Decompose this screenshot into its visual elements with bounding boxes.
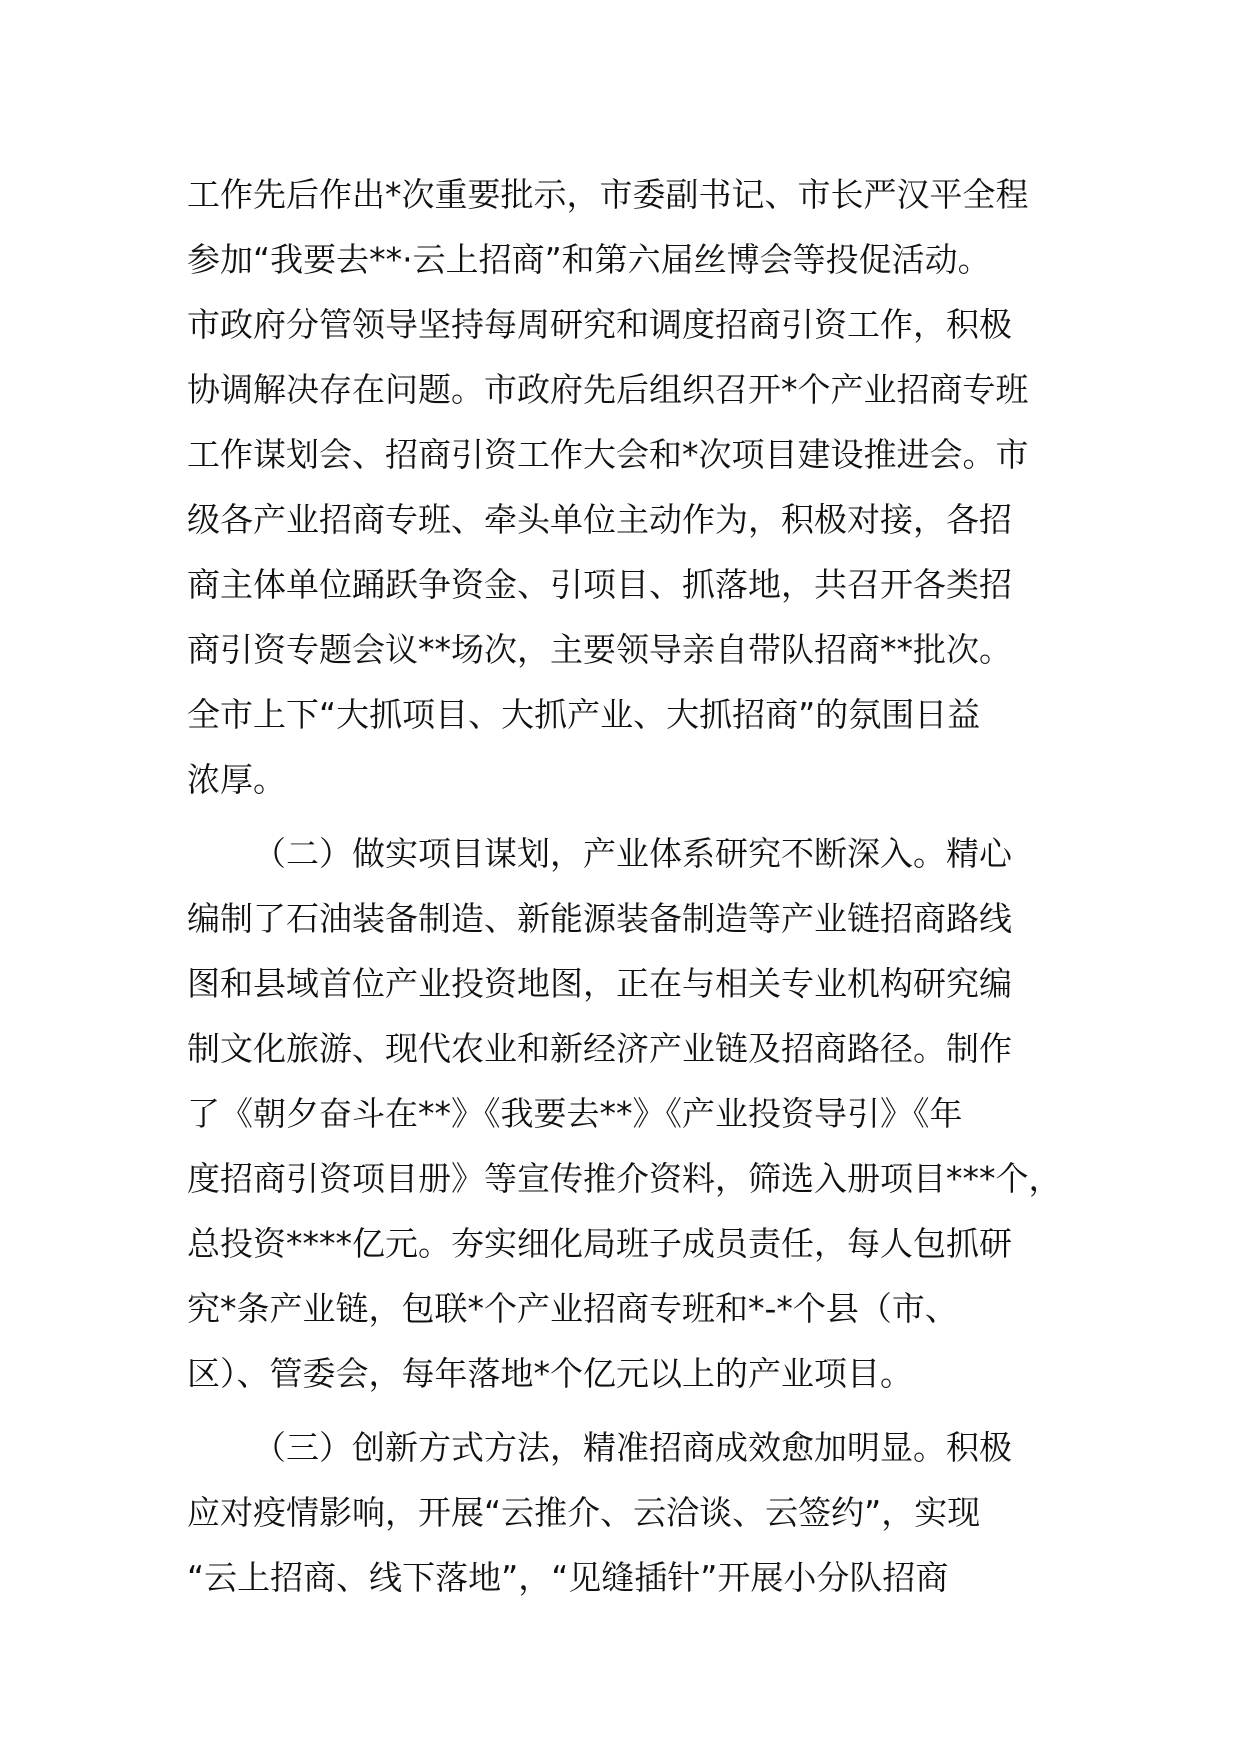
text-line: 了《朝夕奋斗在**》《我要去**》《产业投资导引》《年 — [187, 1094, 963, 1133]
text-line: 区）、管委会，每年落地*个亿元以上的产业项目。 — [187, 1354, 913, 1393]
text-line: 商引资专题会议**场次，主要领导亲自带队招商**批次。 — [187, 630, 1012, 669]
text-line: 度招商引资项目册》等宣传推介资料，筛选入册项目***个， — [187, 1159, 1062, 1198]
text-line: 图和县域首位产业投资地图，正在与相关专业机构研究编 — [187, 964, 1012, 1003]
text-line: 协调解决存在问题。市政府先后组织召开*个产业招商专班 — [187, 370, 1029, 409]
text-line: “云上招商、线下落地”，“见缝插针”开展小分队招商 — [187, 1558, 949, 1597]
document-body — [187, 162, 1087, 1610]
text-line: 商主体单位踊跃争资金、引项目、抓落地，共召开各类招 — [187, 565, 1012, 604]
text-line: 市政府分管领导坚持每周研究和调度招商引资工作，积极 — [187, 305, 1012, 344]
text-line: 编制了石油装备制造、新能源装备制造等产业链招商路线 — [187, 899, 1012, 938]
paragraph-heading-line: （三）创新方式方法，精准招商成效愈加明显。积极 — [253, 1428, 1012, 1467]
text-line: 工作谋划会、招商引资工作大会和*次项目建设推进会。市 — [187, 435, 1029, 474]
text-line: 级各产业招商专班、牵头单位主动作为，积极对接，各招 — [187, 500, 1012, 539]
text-line: 制文化旅游、现代农业和新经济产业链及招商路径。制作 — [187, 1029, 1012, 1068]
text-line: 究*条产业链，包联*个产业招商专班和*-*个县（市、 — [187, 1289, 958, 1328]
text-line: 应对疫情影响，开展“云推介、云洽谈、云签约”，实现 — [187, 1493, 981, 1532]
text-line: 参加“我要去**·云上招商”和第六届丝博会等投促活动。 — [187, 240, 991, 279]
text-line: 浓厚。 — [187, 760, 286, 799]
text-line: 总投资****亿元。夯实细化局班子成员责任，每人包抓研 — [187, 1224, 1012, 1263]
paragraph-heading-line: （二）做实项目谋划，产业体系研究不断深入。精心 — [253, 834, 1012, 873]
text-line: 工作先后作出*次重要批示，市委副书记、市长严汉平全程 — [187, 175, 1029, 214]
text-line: 全市上下“大抓项目、大抓产业、大抓招商”的氛围日益 — [187, 695, 981, 734]
